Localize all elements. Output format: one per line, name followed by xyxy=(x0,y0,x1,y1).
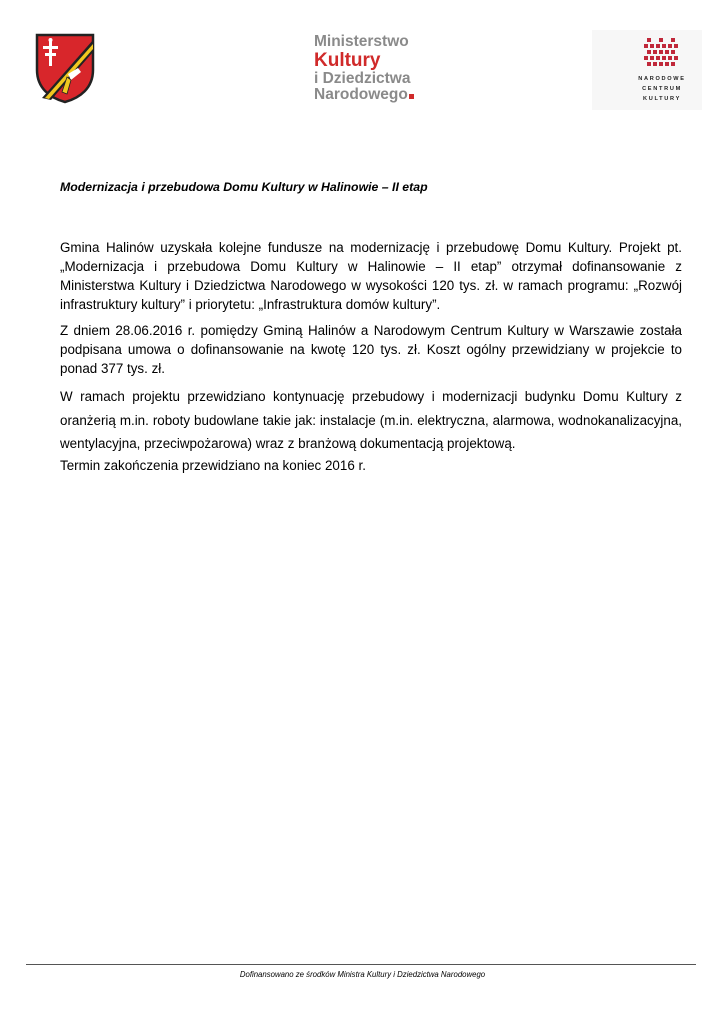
crown-grid-icon xyxy=(644,38,678,66)
ministry-logo xyxy=(314,34,434,104)
ministry-logo-line-1: Ministerstwo xyxy=(314,33,409,50)
nck-logo xyxy=(592,30,702,110)
nck-logo-line-3: KULTURY xyxy=(643,96,681,102)
nck-logo-line-1: NARODOWE xyxy=(638,76,686,82)
nck-logo-text xyxy=(622,74,702,104)
coat-of-arms-icon xyxy=(34,32,96,104)
paragraph-funding: Gmina Halinów uzyskała kolejne fundusze na modernizację i przebudowę Domu Kultury. Projekt pt. „Modernizacja i przebudowa Domu Kultury w Halinowie – II etap” otrzymał dofinansowanie z Ministerstwa Kultury i Dziedzictwa Narodowego w wysokości 120 tys. zł. w ramach programu: „Rozwój infrastruktury kultury” i priorytetu: „Infrastruktura domów kultury”. xyxy=(60,240,682,312)
ministry-logo-line-3: i Dziedzictwa xyxy=(314,69,411,87)
footer-divider xyxy=(26,964,696,965)
ministry-logo-line-2: Kultury xyxy=(314,49,381,71)
ministry-logo-line-4-wrap xyxy=(314,87,434,103)
footer-note: Dofinansowano ze środków Ministra Kultury i Dziedzictwa Narodowego xyxy=(239,970,486,979)
document-title: Modernizacja i przebudowa Domu Kultury w Halinowie – II etap xyxy=(60,180,428,194)
nck-logo-line-2: CENTRUM xyxy=(642,86,682,92)
paragraph-agreement: Z dniem 28.06.2016 r. pomiędzy Gminą Halinów a Narodowym Centrum Kultury w Warszawie została podpisana umowa o dofinansowanie na kwotę 120 tys. zł. Koszt ogólny przewidziany w projekcie to ponad 377 tys. zł. xyxy=(60,323,682,376)
ministry-logo-line-4: Narodowego xyxy=(314,86,408,103)
paragraph-deadline: Termin zakończenia przewidziano na koniec 2016 r. xyxy=(60,458,366,473)
ministry-logo-dot xyxy=(409,94,414,99)
paragraph-scope: W ramach projektu przewidziano kontynuację przebudowy i modernizacji budynku Domu Kultury z oranżerią m.in. roboty budowlane takie jak: instalacje (m.in. elektryczna, alarmowa, wodnokanalizacyjna, wentylacyjna, przeciwpożarowa) wraz z branżową dokumentacją projektową. xyxy=(60,389,682,451)
